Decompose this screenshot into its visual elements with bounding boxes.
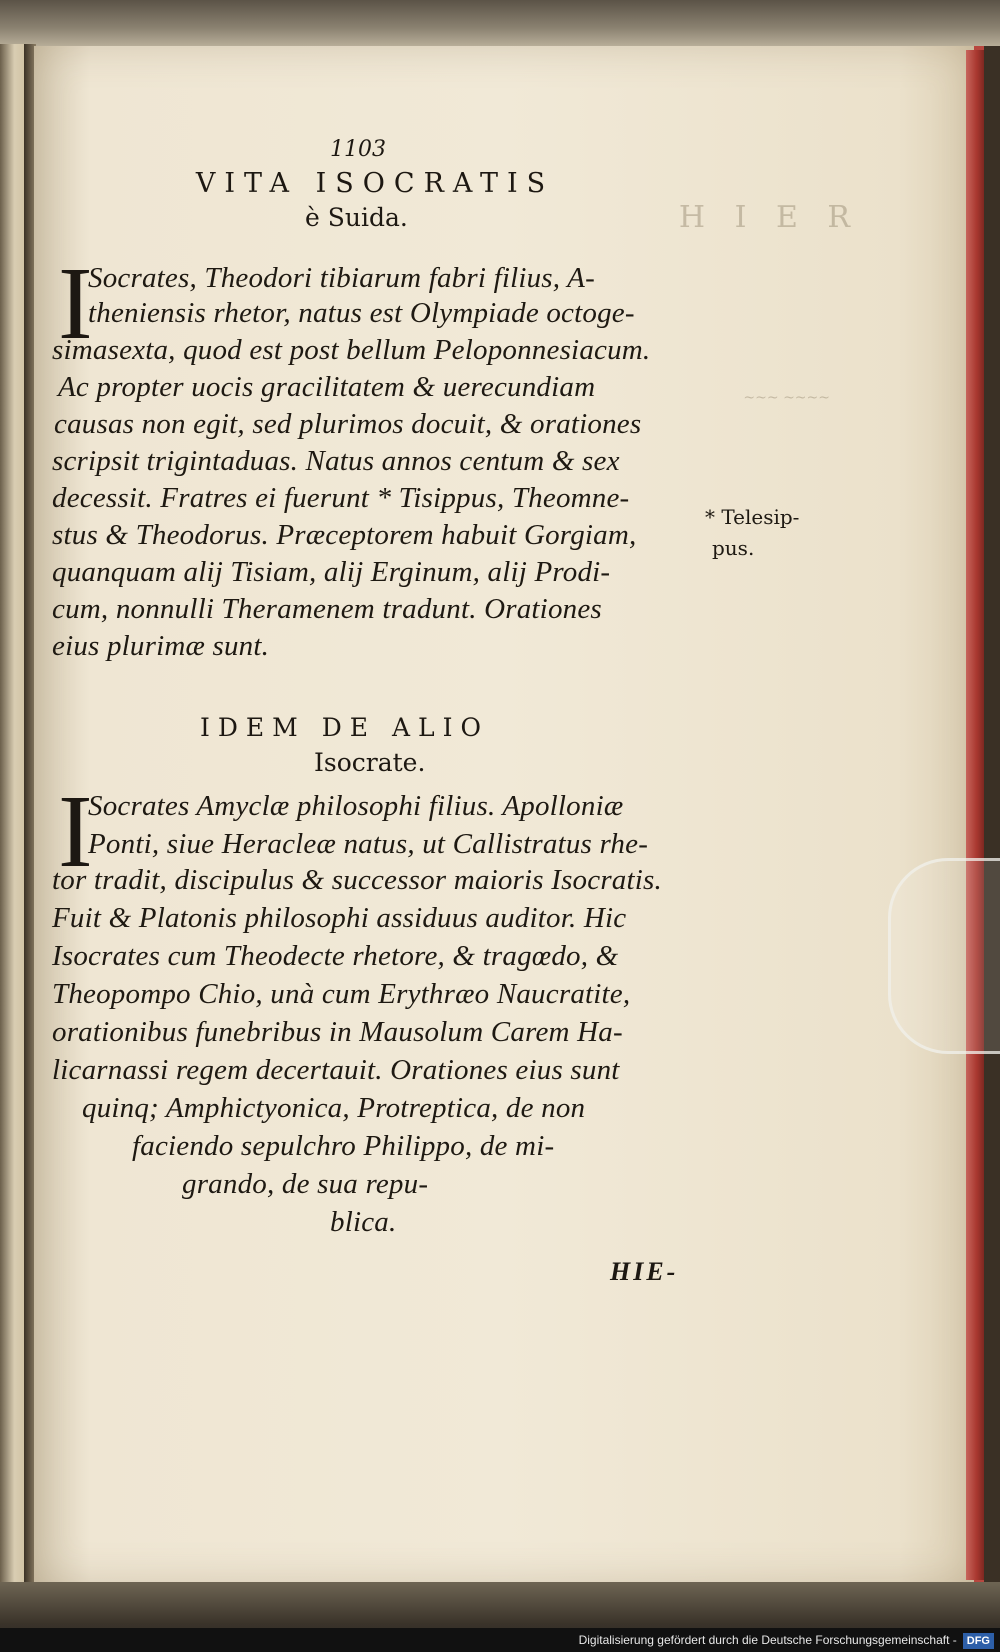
text-line: quinq; Amphictyonica, Protreptica, de non — [82, 1092, 586, 1124]
text-line: theniensis rhetor, natus est Olympiade octoge- — [88, 297, 635, 329]
footer-credit-bar — [0, 1628, 1000, 1652]
book-top-edge — [0, 0, 1000, 46]
text-line: tor tradit, discipulus & successor maioris Isocratis. — [52, 864, 662, 896]
text-line: Fuit & Platonis philosophi assiduus auditor. Hic — [52, 902, 627, 934]
text-line: Ac propter uocis gracilitatem & uerecundiam — [58, 371, 596, 403]
dropcap-initial: I — [58, 246, 93, 361]
text-line: grando, de sua repu- — [182, 1168, 429, 1200]
text-line: decessit. Fratres ei fuerunt * Tisippus, Theomne- — [52, 482, 630, 514]
dfg-logo-icon: DFG — [963, 1633, 994, 1649]
text-line: stus & Theodorus. Præceptorem habuit Gorgiam, — [52, 519, 637, 551]
text-line: Ponti, siue Heracleæ natus, ut Callistratus rhe- — [88, 828, 649, 860]
footer-credit-text: Digitalisierung gefördert durch die Deutsche Forschungsgemeinschaft - — [578, 1633, 957, 1647]
text-line: cum, nonnulli Theramenem tradunt. Orationes — [52, 593, 602, 625]
margin-note: * Telesip- — [705, 505, 800, 529]
catchword: HIE- — [610, 1257, 679, 1286]
text-line: Isocrates cum Theodecte rhetore, & tragœdo, & — [52, 940, 619, 972]
page-title: VITA ISOCRATIS — [195, 168, 555, 199]
text-line: Theopompo Chio, unà cum Erythræo Naucratite, — [52, 978, 631, 1010]
text-line: licarnassi regem decertauit. Orationes eius sunt — [52, 1054, 620, 1086]
dropcap-initial: I — [58, 774, 93, 889]
text-line: faciendo sepulchro Philippo, de mi- — [132, 1130, 555, 1162]
page-number: 1103 — [330, 137, 386, 162]
text-line: blica. — [330, 1206, 397, 1238]
section-subheading: Isocrate. — [314, 748, 426, 777]
text-line: causas non egit, sed plurimos docuit, & orationes — [54, 408, 642, 440]
text-line: quanquam alij Tisiam, alij Erginum, alij Prodi- — [52, 556, 611, 588]
text-line: scripsit trigintaduas. Natus annos centum & sex — [52, 445, 620, 477]
text-line: eius plurimæ sunt. — [52, 630, 270, 662]
text-line: orationibus funebribus in Mausolum Carem Ha- — [52, 1016, 623, 1048]
margin-note: pus. — [712, 536, 755, 560]
show-through-text: ~~~ ~~~~ — [743, 390, 830, 406]
text-line: Socrates Amyclæ philosophi filius. Apolloniæ — [88, 790, 624, 822]
show-through-text: H I E R — [678, 200, 860, 235]
text-line: simasexta, quod est post bellum Peloponnesiacum. — [52, 334, 651, 366]
section-heading: IDEM DE ALIO — [200, 713, 489, 742]
page-subtitle: è Suida. — [305, 203, 408, 232]
text-line: Socrates, Theodori tibiarum fabri filius, A- — [88, 262, 595, 294]
page-clip — [888, 858, 1000, 1054]
red-page-edge — [966, 50, 984, 1580]
